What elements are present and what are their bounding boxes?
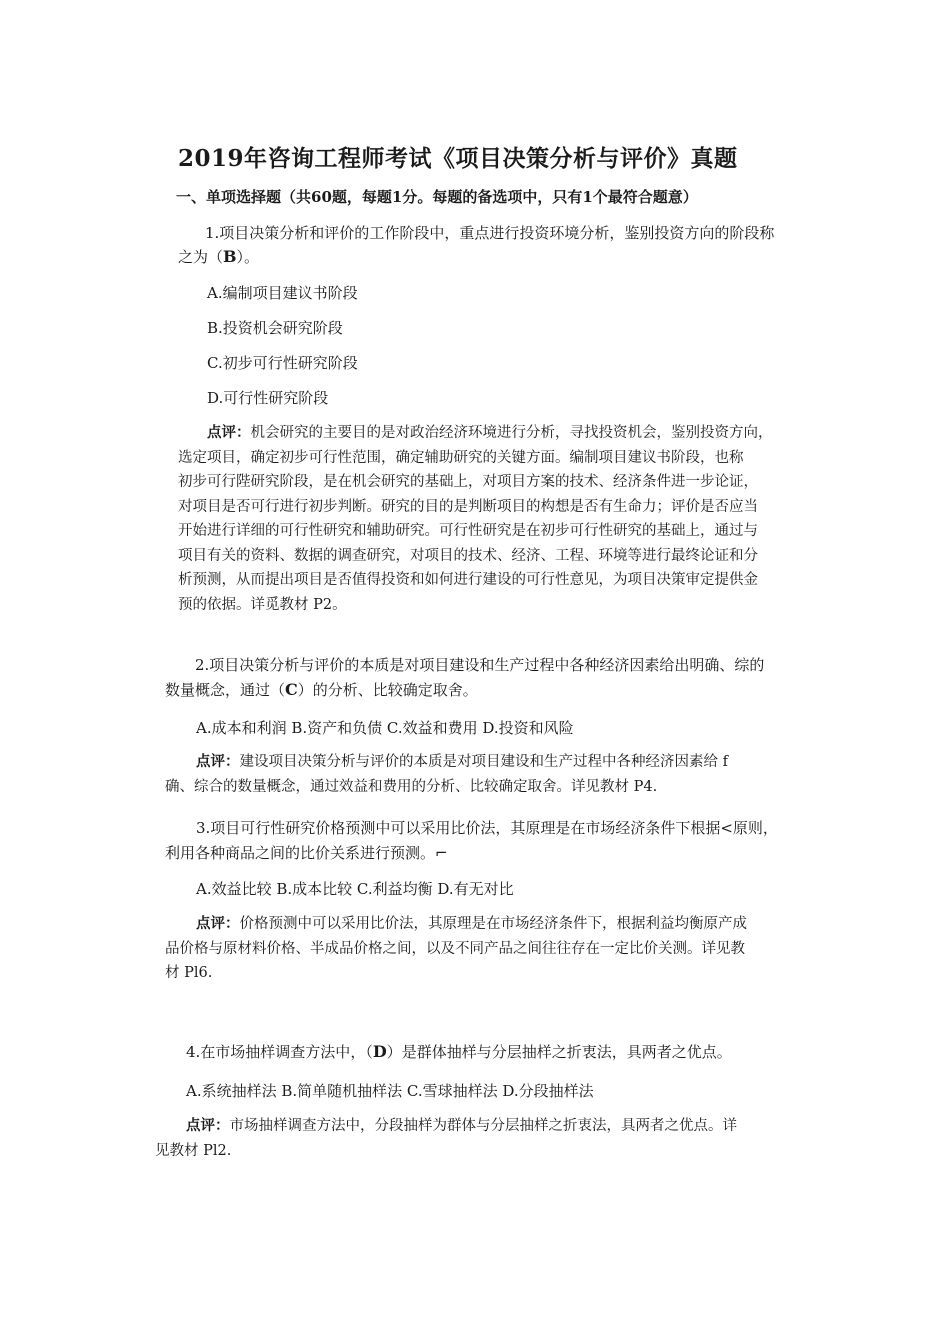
q2-options: A.成本和利润 B.资产和负债 C.效益和费用 D.投资和风险: [196, 719, 574, 737]
page-title: 2019年咨询工程师考试《项目决策分析与评价》真题: [178, 145, 738, 172]
q1-review: 点评：机会研究的主要目的是对政治经济环境进行分析，寻找投资机会，鉴别投资方向， 选定项目，确定初步可行性范围，确定辅助研究的关键方面。编制项目建议书阶段，也称 初步可行陛研究阶段，是在机会研究的基础上，对项目方案的技术、经济条件进一步论证， 对项目是否可行进行初步判断。研究的目的是判断项目的构想是否有生命力；评价是否应当 开始进行详细的可行性研究和辅助研究。可行性研究是在初步可行性研究的基础上，通过与 项目有关的资料、数据的调查研究，对项目的技术、经济、工程、环境等进行最终论证和分 析预测，从而提出项目是否值得投资和如何进行建设的可行性意见，为项目决策审定提供金 预的依据。详觅教材 P2。: [178, 424, 773, 613]
question-2-stem: 2.项目决策分析与评价的本质是对项目建设和生产过程中各种经济因素给出明确、综的: [195, 656, 765, 674]
answer-4: D: [372, 1042, 387, 1061]
q1-option-a: A.编制项目建议书阶段: [207, 284, 358, 302]
section-heading: 一、单项选择题（共60题，每题1分。每题的备选项中，只有1个最符合题意）: [176, 188, 698, 206]
q2-review: 点评：建设项目决策分析与评价的本质是对项目建设和生产过程中各种经济因素给 f 确、综合的数量概念，通过效益和费用的分析、比较确定取舍。详见教材 P4.: [165, 753, 728, 795]
q3-review: 点评：价格预测中可以采用比价法，其原理是在市场经济条件下，根据利益均衡原产成 品价格与原材料价格、半成品价格之间，以及不同产品之间往往存在一定比价关测。详见教 材 Pl6.: [165, 915, 747, 981]
answer-2: C: [285, 680, 298, 699]
review-label: 点评：: [207, 424, 251, 441]
q4-review: 点评：市场抽样调查方法中，分段抽样为群体与分层抽样之折衷法，具两者之优点。详 见教材 Pl2.: [155, 1117, 737, 1159]
answer-1: B: [223, 247, 237, 266]
q4-options: A.系统抽样法 B.简单随机抽样法 C.雪球抽样法 D.分段抽样法: [186, 1082, 594, 1100]
question-1-stem-cont: 之为（B）。: [178, 247, 260, 266]
q1-option-d: D.可行性研究阶段: [207, 389, 329, 407]
question-3-stem: 3.项目可行性研究价格预测中可以采用比价法，其原理是在市场经济条件下根据<原则，: [196, 819, 778, 837]
question-4-stem: 4.在市场抽样调查方法中，（D）是群体抽样与分层抽样之折衷法，具两者之优点。: [186, 1042, 732, 1061]
question-3-stem-cont: 利用各种商品之间的比价关系进行预测。⌐: [165, 844, 448, 862]
question-2-stem-cont: 数量概念，通过（C）的分析、比较确定取舍。: [165, 680, 478, 699]
q1-option-c: C.初步可行性研究阶段: [207, 354, 358, 372]
q1-option-b: B.投资机会研究阶段: [207, 319, 343, 337]
q3-options: A.效益比较 B.成本比较 C.利益均衡 D.有无对比: [196, 880, 514, 898]
question-1-stem: 1.项目决策分析和评价的工作阶段中，重点进行投资环境分析，鉴别投资方向的阶段称: [205, 224, 775, 242]
